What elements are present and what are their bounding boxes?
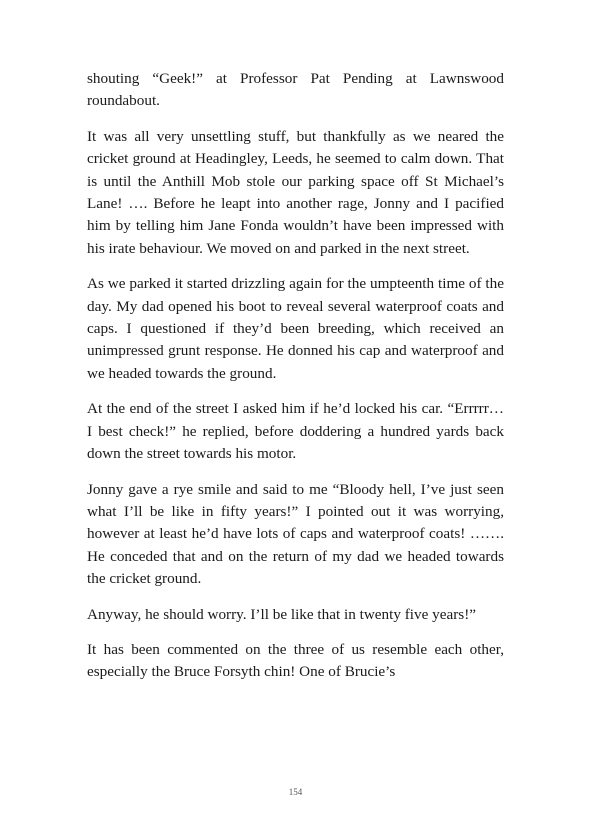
paragraph-7: It has been commented on the three of us resemble each other, especially the Bruce Forsyth chin! One of Brucie’s [87,640,504,681]
paragraph-1: shouting “Geek!” at Professor Pat Pending at Lawnswood roundabout. [87,70,504,110]
page-number: 154 [288,787,303,797]
paragraph-4: At the end of the street I asked him if he’d locked his car. “Errrrr… I best check!” he replied, before doddering a hundred yards back down the street towards his motor. [87,400,504,463]
paragraph-3: As we parked it started drizzling again for the umpteenth time of the day. My dad opened his boot to reveal several waterproof coats and caps. I questioned if they’d been breeding, which received an unimpressed grunt response. He donned his cap and waterproof and we headed towards the ground. [87,275,504,382]
paragraph-6: Anyway, he should worry. I’ll be like that in twenty five years!” [87,605,476,623]
paragraph-5: Jonny gave a rye smile and said to me “Bloody hell, I’ve just seen what I’ll be like in fifty years!” I pointed out it was worrying, however at least he’d have lots of caps and waterproof coats! ……. He conceded that and on the return of my dad we headed towards the cricket ground. [87,480,504,588]
body-text [87,68,504,697]
paragraph-2: It was all very unsettling stuff, but thankfully as we neared the cricket ground at Headingley, Leeds, he seemed to calm down. That is until the Anthill Mob stole our parking space off St Michael’s Lane! …. Before he leapt into another rage, Jonny and I pacified him by telling him Jane Fonda wouldn’t have been impressed with his irate behaviour. We moved on and parked in the next street. [87,127,504,257]
